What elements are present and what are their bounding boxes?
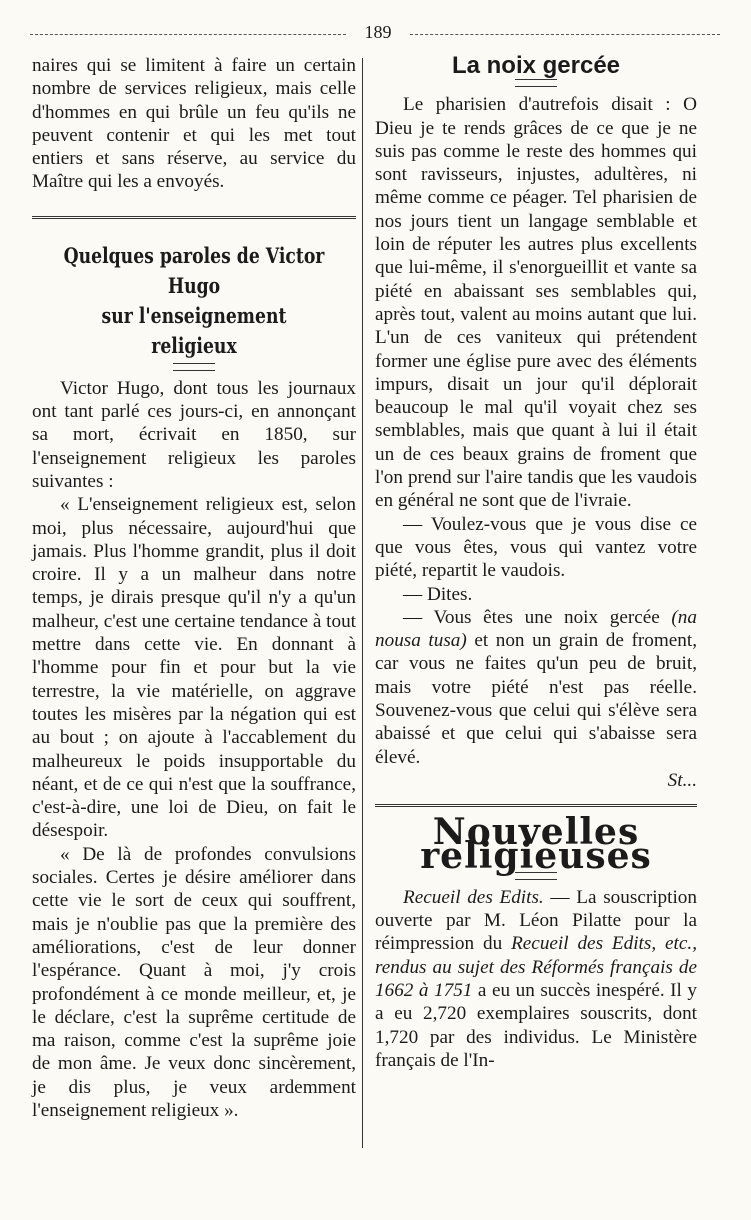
hugo-paragraph-3: « De là de profondes convulsions sociales. Certes je désire améliorer dans cette vie le sort de ceux qui souffrent, mais je n'oublie pas que la première des améliorations, c'est de leur donner l'espérance. Quant à moi, j'y crois profondément à ce monde meilleur, et, je le déclare, c'est la suprême certitude de ma raison, comme c'est la suprême joie de mon âme. Je veux donc sincèrement, je dis plus, je veux ardemment l'enseignement religieux ». (32, 843, 356, 1121)
nouvelles-title: Nouvelles religieuses (420, 811, 652, 877)
article-title-line2: sur l'enseignement religieux (101, 302, 287, 358)
recueil-text-a: — La souscription ouverte par M. Léon Pilatte pour la réimpression du (375, 886, 697, 955)
title-dash (173, 363, 215, 371)
column-divider (362, 58, 363, 1148)
page-number: 189 (364, 22, 392, 42)
noix-p4-text-b: et non un grain de froment, car vous ne faites qu'un peu de bruit, mais votre piété n'est pas réelle. Souvenez-vous que celui qui s'élève sera abaissé et que celui qui s'abaisse sera élevé. (375, 630, 698, 768)
noix-p4-italic: (na nousa tusa) (375, 606, 697, 652)
section-divider (375, 804, 697, 807)
noix-paragraph-3: — Dites. (403, 583, 473, 605)
noix-signature: St... (667, 769, 697, 791)
article-title-line1: Quelques paroles de Victor Hugo (63, 242, 325, 298)
signature-line (375, 769, 697, 792)
hugo-paragraph-2: « L'enseignement religieux est, selon moi, plus nécessaire, aujourd'hui que jamais. Plus l'homme grandit, plus il doit croire. Il y a un malheur dans notre temps, je dirais presque qu'il n'y a qu'un malheur, c'est une certaine tendance à tout mettre dans cette vie. En donnant à l'homme pour fin et pour but la vie terrestre, la vie matérielle, on aggrave toutes les misères par la négation qui est au bout ; on ajoute à l'accablement du malheureux le poids insupportable du néant, et de ce qui n'est que la souffrance, c'est-à-dire, une loi de Dieu, on fait le désespoir. (32, 494, 356, 842)
title-dash (515, 79, 557, 87)
right-column (375, 54, 697, 1072)
recueil-italic-1: Recueil des Edits. (403, 886, 544, 908)
recueil-paragraph (375, 886, 697, 1072)
header-rule-right (410, 34, 720, 38)
header-rule-left (30, 34, 346, 38)
noix-title: La noix gercée (451, 52, 621, 79)
noix-paragraph-4 (375, 606, 697, 769)
continuation-paragraph: naires qui se limitent à faire un certain nombre de services religieux, mais celle d'hommes en qui brûle un feu qu'ils ne peuvent contenir et qui les met tout entiers et sans réserve, au service du Maître qui les a envoyés. (32, 55, 356, 193)
page-header (30, 22, 720, 48)
recueil-text-b: a eu un succès inespéré. Il y a eu 2,720 exemplaires souscrits, dont 1,720 par des individus. Le Ministère français de l'In- (375, 979, 698, 1071)
recueil-italic-2: Recueil des Edits, etc., rendus au sujet des Réformés français de 1662 à 1751 (375, 933, 697, 1001)
left-column (32, 54, 356, 1122)
noix-paragraph-2: — Voulez-vous que je vous dise ce que vous êtes, vous qui vantez votre piété, repartit le vaudois. (375, 513, 697, 582)
section-divider (32, 216, 356, 219)
hugo-paragraph-1: Victor Hugo, dont tous les journaux ont tant parlé ces jours-ci, en annonçant sa mort, écrivait en 1850, sur l'enseignement religieux les paroles suivantes : (32, 377, 356, 492)
noix-paragraph-1: Le pharisien d'autrefois disait : O Dieu je te rends grâces de ce que je ne suis pas comme le reste des hommes qui sont ravisseurs, injustes, adultères, ni même comme ce péager. Tel pharisien de nos jours tient un langage semblable et loin de réputer les autres plus excellents que lui-même, il s'enorgueillit et vante sa piété en abaissant ses semblables qui, après tout, valent au moins autant que lui. L'un de ces vaniteux qui prétendent former une église pure avec des éléments impurs, disait un jour qu'il déplorait beaucoup le mal qu'il voyait chez ses semblables, mais que quant à lui il était un de ces beaux grains de froment que l'on prend sur l'aire tandis que les vaudois en général ne sont que de l'ivraie. (375, 94, 697, 512)
noix-p4-text-a: — Vous êtes une noix gercée (403, 606, 672, 628)
